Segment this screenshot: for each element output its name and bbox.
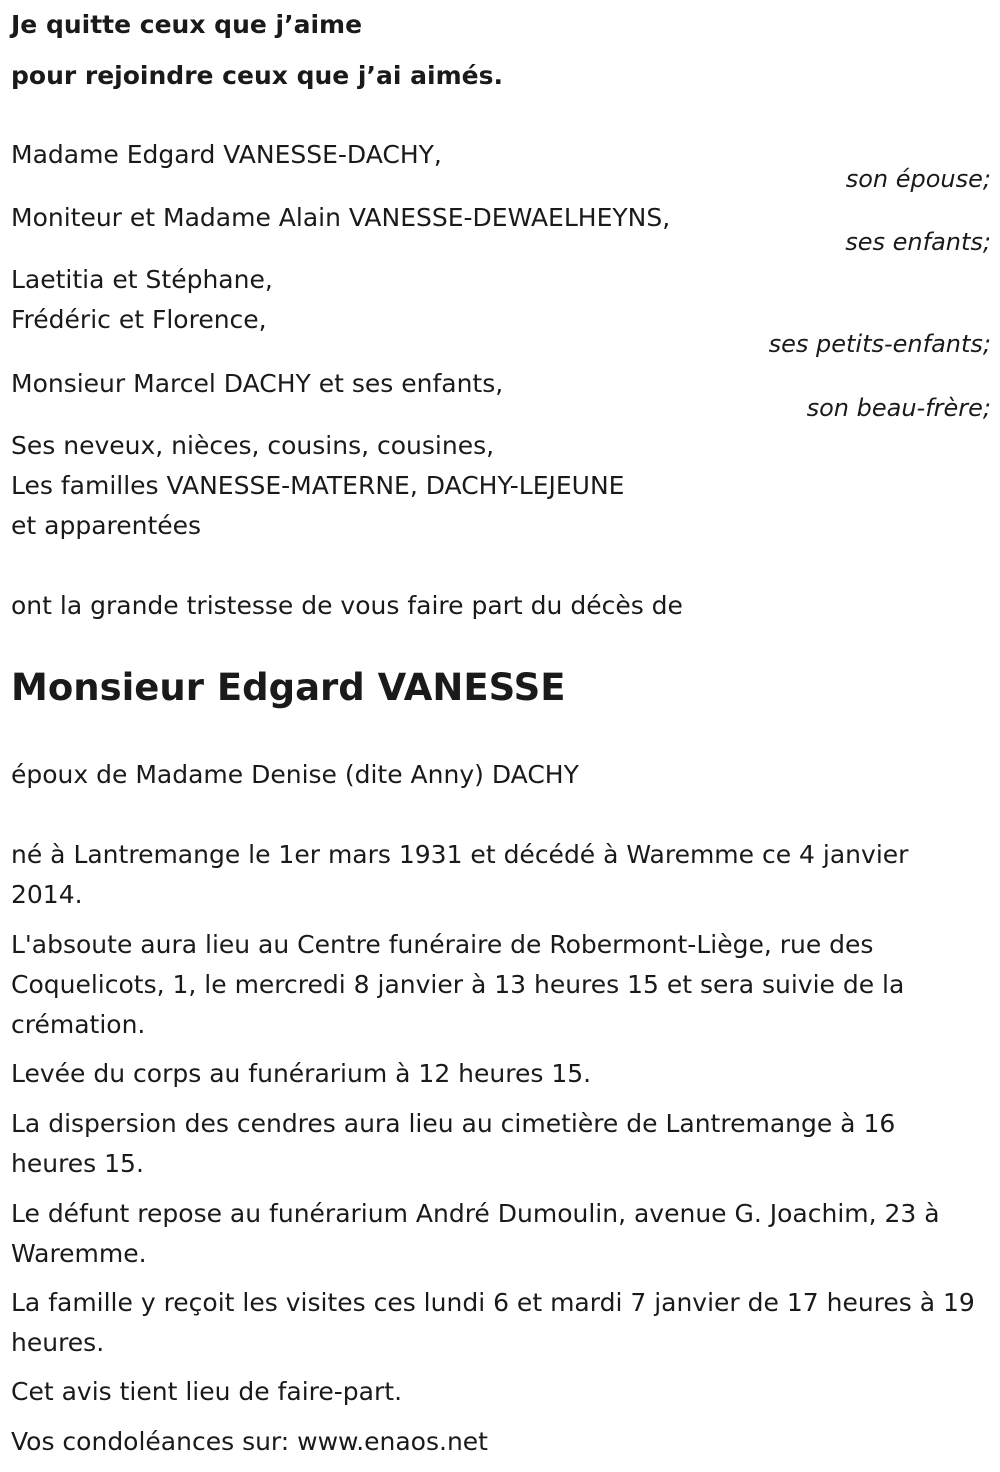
dispersion-details: La dispersion des cendres aura lieu au cimetière de Lantremange à 16 heures 15. xyxy=(11,1109,896,1178)
avis-note: Cet avis tient lieu de faire-part. xyxy=(11,1377,403,1406)
family-grandchildren-2: Frédéric et Florence, xyxy=(11,305,267,334)
absoute-details: L'absoute aura lieu au Centre funéraire de Robermont-Liège, rue des Coquelicots, 1, le mercredi 8 janvier à 13 heures 15 et sera suivie de la crémation. xyxy=(11,930,905,1039)
family-spouse: Madame Edgard VANESSE-DACHY, xyxy=(11,140,442,169)
role-brother-in-law: son beau-frère; xyxy=(806,394,991,422)
role-grandchildren: ses petits-enfants; xyxy=(768,330,991,358)
family-children: Moniteur et Madame Alain VANESSE-DEWAELHEYNS, xyxy=(11,203,671,232)
family-brother-in-law: Monsieur Marcel DACHY et ses enfants, xyxy=(11,369,504,398)
spouse-of: époux de Madame Denise (dite Anny) DACHY xyxy=(11,760,579,789)
family-relatives-3: et apparentées xyxy=(11,511,202,540)
announcement-text: ont la grande tristesse de vous faire part du décès de xyxy=(11,591,683,620)
levee-details: Levée du corps au funérarium à 12 heures 15. xyxy=(11,1059,592,1088)
birth-death-dates: né à Lantremange le 1er mars 1931 et décédé à Waremme ce 4 janvier 2014. xyxy=(11,840,909,909)
family-grandchildren-1: Laetitia et Stéphane, xyxy=(11,265,273,294)
condolences-link: Vos condoléances sur: www.enaos.net xyxy=(11,1427,488,1456)
family-relatives-2: Les familles VANESSE-MATERNE, DACHY-LEJEUNE xyxy=(11,471,625,500)
repose-details: Le défunt repose au funérarium André Dumoulin, avenue G. Joachim, 23 à Waremme. xyxy=(11,1199,940,1268)
visites-details: La famille y reçoit les visites ces lundi 6 et mardi 7 janvier de 17 heures à 19 heures. xyxy=(11,1288,975,1357)
quote-line-2: pour rejoindre ceux que j’ai aimés. xyxy=(11,61,503,90)
deceased-name: Monsieur Edgard VANESSE xyxy=(11,666,566,709)
role-spouse: son épouse; xyxy=(845,165,991,193)
role-children: ses enfants; xyxy=(845,228,991,256)
family-relatives-1: Ses neveux, nièces, cousins, cousines, xyxy=(11,431,495,460)
quote-line-1: Je quitte ceux que j’aime xyxy=(11,10,363,39)
